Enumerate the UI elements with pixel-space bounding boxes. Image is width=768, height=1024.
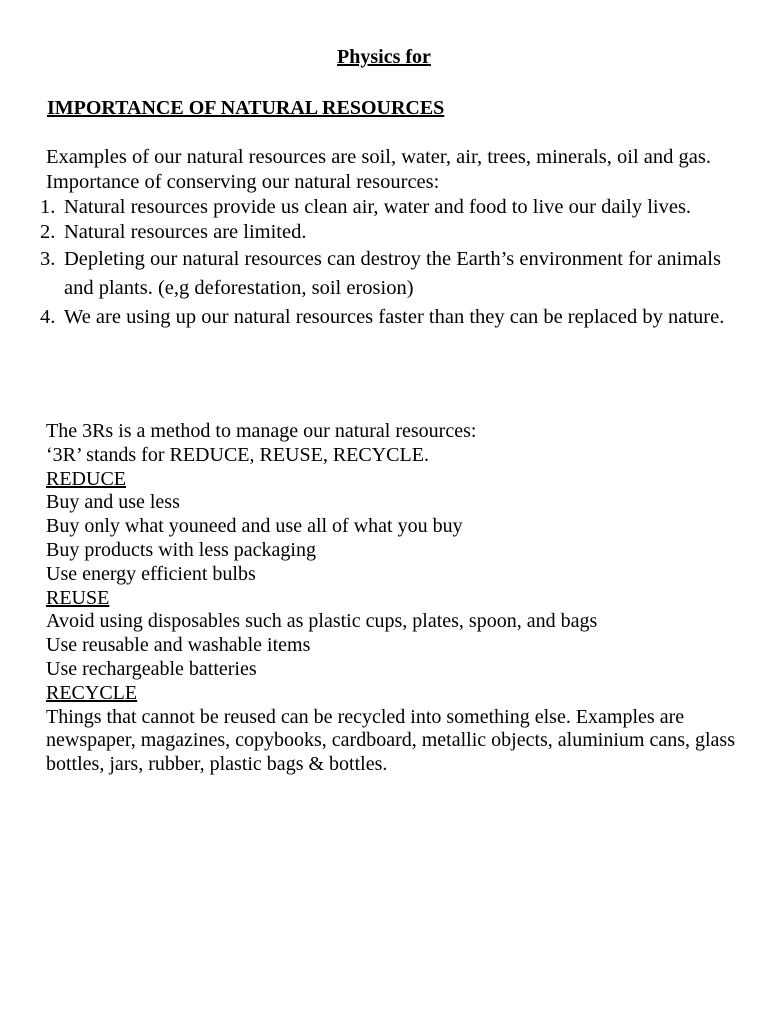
reduce-item: Buy products with less packaging xyxy=(46,538,316,561)
list-number: 4. xyxy=(40,306,56,328)
three-rs-stands: ‘3R’ stands for REDUCE, REUSE, RECYCLE. xyxy=(46,443,429,466)
list-item xyxy=(40,303,736,332)
recycle-heading: RECYCLE xyxy=(46,681,138,704)
conserve-lead: Importance of conserving our natural resources: xyxy=(46,171,440,193)
recycle-paragraph: Things that cannot be reused can be recycled into something else. Examples are newspaper, magazines, copybooks, cardboard, metallic objects, aluminium cans, glass bottles, jars, rubber, plastic bags & bottles. xyxy=(46,705,735,776)
document-title-text: Physics for xyxy=(337,46,431,68)
three-rs-intro: The 3Rs is a method to manage our natural resources: xyxy=(46,420,477,442)
list-item-text: Natural resources are limited. xyxy=(64,221,307,243)
list-number: 1. xyxy=(40,196,56,218)
reuse-item: Avoid using disposables such as plastic cups, plates, spoon, and bags xyxy=(46,610,598,633)
list-item xyxy=(40,220,736,245)
document-title xyxy=(0,44,768,70)
importance-section xyxy=(40,145,736,332)
list-number: 2. xyxy=(40,221,56,243)
reduce-item: Use energy efficient bulbs xyxy=(46,562,256,585)
list-item-text: Depleting our natural resources can destroy the Earth’s environment for animals and plants. (e,g deforestation, soil erosion) xyxy=(64,248,721,299)
section-heading: IMPORTANCE OF NATURAL RESOURCES xyxy=(47,97,445,119)
reuse-heading: REUSE xyxy=(46,586,110,609)
list-item xyxy=(40,245,736,303)
importance-list xyxy=(40,195,736,332)
list-item xyxy=(40,195,736,220)
list-item-text: We are using up our natural resources faster than they can be replaced by nature. xyxy=(64,306,725,328)
three-rs-section xyxy=(46,420,736,777)
reuse-item: Use rechargeable batteries xyxy=(46,657,257,680)
reduce-item: Buy only what youneed and use all of what you buy xyxy=(46,515,463,538)
reduce-item: Buy and use less xyxy=(46,491,180,514)
intro-paragraph: Examples of our natural resources are soil, water, air, trees, minerals, oil and gas. xyxy=(46,146,711,168)
reuse-item: Use reusable and washable items xyxy=(46,634,311,657)
list-number: 3. xyxy=(40,248,56,270)
list-item-text: Natural resources provide us clean air, water and food to live our daily lives. xyxy=(64,196,692,218)
reduce-heading: REDUCE xyxy=(46,467,126,490)
